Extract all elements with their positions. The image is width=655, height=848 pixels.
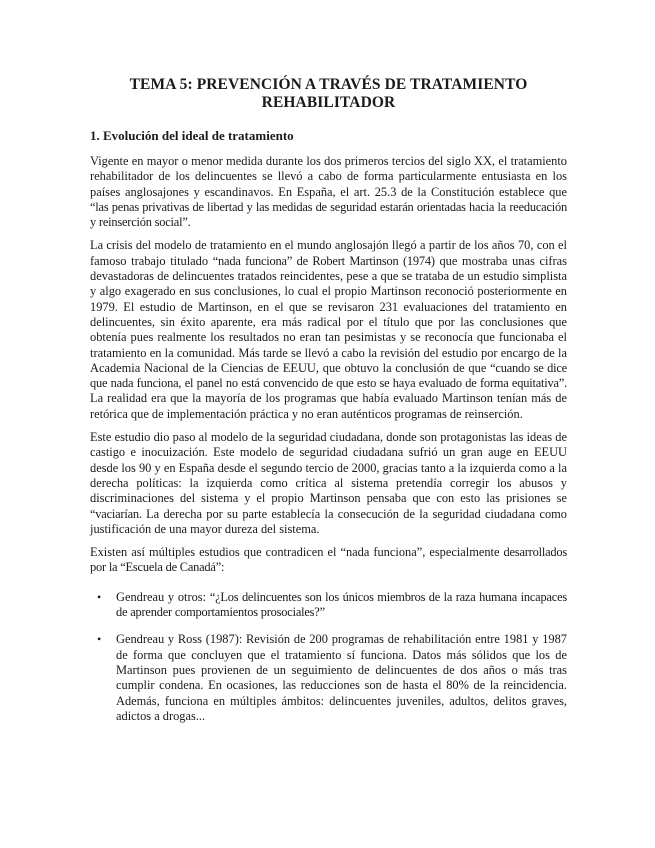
paragraph-2-text-c: La realidad era que la mayoría de los programas que había evaluado Martinson tenían más de retórica que de implementación práctica y no eran auténticos programas de reinserción. (90, 391, 567, 421)
paragraph-2-text-a: La crisis del modelo de tratamiento en el mundo anglosajón llegó a partir de los años 70, con el famoso trabajo titulado (90, 238, 567, 268)
section-heading: 1. Evolución del ideal de tratamiento (90, 128, 294, 143)
paragraph-3-text-a: Este estudio dio paso al modelo de la seguridad ciudadana, donde son protagonistas las ideas de castigo e inocuización. Este modelo de seguridad ciudadana sufrió un gran auge en EEUU desde los 90 y en España desde el segundo tercio de 2000, gracias tanto a la izquierda como a la derecha políticas: la izquierda como crítica al sistema pretendía corregir los abusos y discriminaciones del sistema y el propio Martinson pensaba que con esto las prisiones se (90, 430, 567, 506)
paragraph-1-text: Vigente en mayor o menor medida durante los dos primeros tercios del siglo XX, el tratamiento rehabilitador de los delincuentes se llevó a cabo de forma particularmente entusiasta en los países anglosajones y escandinavos. En España, el art. 25.3 de la Constitución establece que (90, 154, 567, 199)
bullet-list (90, 590, 567, 724)
list-item-text: “¿Los delincuentes son los únicos miembros de la raza humana incapaces de aprender comportamientos prosociales?” (116, 589, 567, 620)
paragraph-2-quote-1: “nada funciona” de Robert Martinson (1974) (212, 253, 435, 268)
paragraph-3-text-b: La derecha por su parte establecía la consecución de la seguridad ciudadana como justificación de una mayor dureza del sistema. (90, 506, 567, 536)
list-item-lead: Gendreau y otros: (116, 589, 210, 604)
paragraph-1-quote: “las penas privativas de libertad y las medidas de seguridad estarán orientadas hacia la reeducación y reinserción social”. (90, 199, 567, 230)
page-title-line-1: TEMA 5: PREVENCIÓN A TRAVÉS DE TRATAMIENTO (129, 76, 528, 93)
paragraph-4-text: Existen así múltiples estudios que contradicen el “nada funciona”, especialmente (90, 545, 504, 560)
paragraph-3 (90, 430, 567, 537)
paragraph-4-quote: desarrollados por la “Escuela de Canadá”: (90, 545, 567, 575)
bullet-dot-icon: • (97, 632, 102, 647)
bullet-dot-icon: • (97, 589, 102, 604)
paragraph-2 (90, 238, 567, 422)
list-item-text: Gendreau y Ross (1987): Revisión de 200 programas de rehabilitación entre 1981 y 1987 de forma que concluyen que el tratamiento sí funciona. Datos más sólidos que los de Martinson pues provienen de un seguimiento de delincuentes de dos años o más tras cumplir condena. En ocasiones, las reducciones son de hasta el 80% de la reincidencia. Además, funciona en múltiples ámbitos: delincuentes juveniles, adultos, delitos graves, adictos a drogas... (116, 632, 567, 723)
paragraph-3-quote: “vaciarían. (90, 506, 142, 521)
page-title (90, 76, 567, 112)
list-item (90, 590, 567, 621)
document-page (90, 76, 567, 736)
paragraph-1 (90, 154, 567, 230)
page-title-line-2: REHABILITADOR (261, 94, 396, 111)
paragraph-4 (90, 545, 567, 576)
paragraph-2-text-b: que mostraba unas cifras devastadoras de delincuentes tratados reincidentes, pese a que se trataba de un estudio simplista y algo exagerado en sus conclusiones, lo cual el propio Martinson reconoció posteriormente en 1979. El estudio de Martinson, en el que se revisaron 231 evaluaciones del tratamiento en delincuentes, sin éxito aparente, era más radical por el título que por las conclusiones que obtenía pues realmente los resultados no eran tan pesimistas y se reconocía que funcionaba el tratamiento en la comunidad. Más tarde se llevó a cabo la revisión del estudio por encargo de la Academia Nacional de la Ciencias de EEUU, que obtuvo la conclusión de que (90, 253, 567, 375)
paragraph-2-quote-2: “cuando se dice que nada funciona, el panel no está convencido de que esto se haya evaluado de forma equitativa”. (90, 360, 567, 391)
list-item (90, 632, 567, 724)
